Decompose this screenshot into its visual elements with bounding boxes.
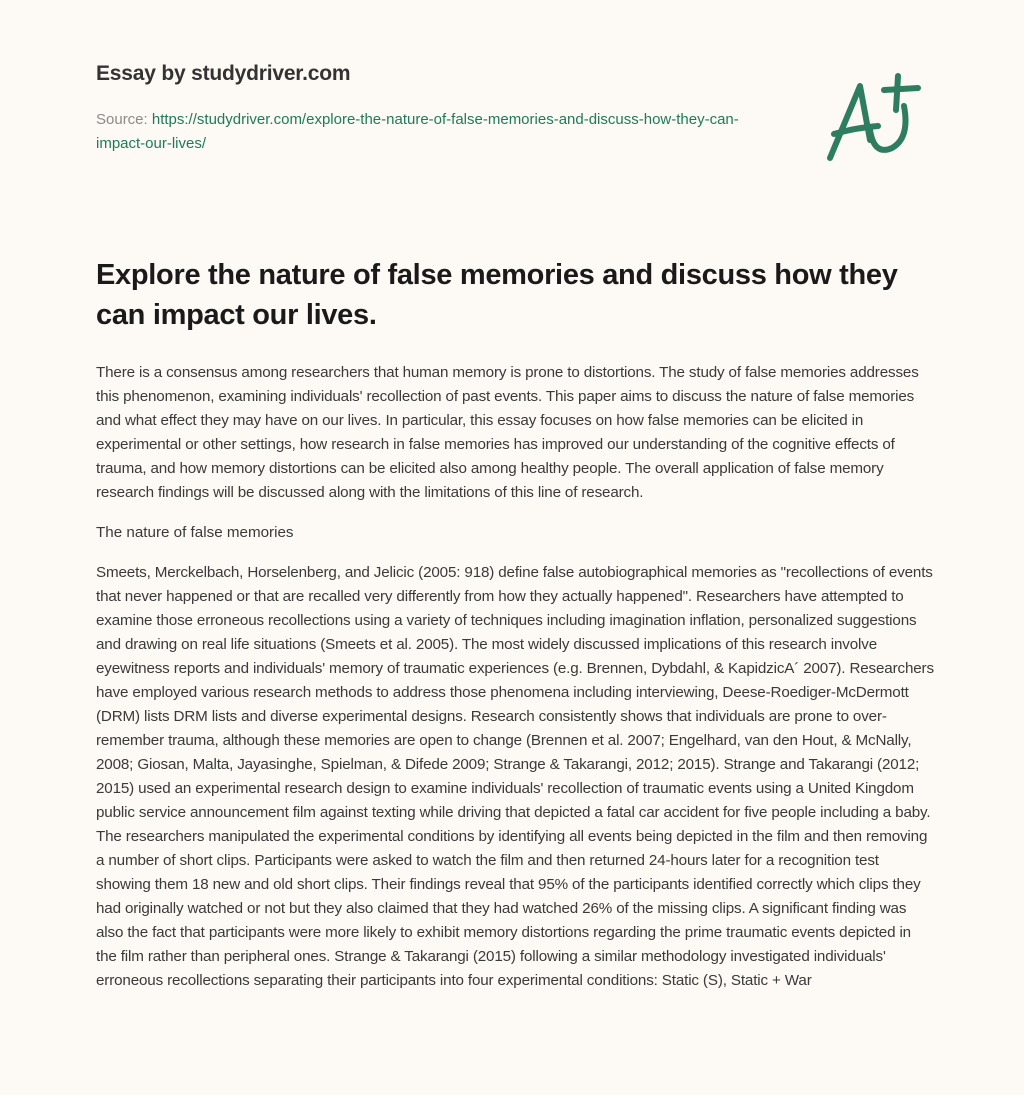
source-line <box>96 108 776 156</box>
site-title: Essay by studydriver.com <box>96 62 351 85</box>
section-heading: The nature of false memories <box>96 524 294 541</box>
essay-title: Explore the nature of false memories and discuss how they can impact our lives. <box>96 259 898 331</box>
essay-content <box>96 255 934 1009</box>
source-link[interactable]: https://studydriver.com/explore-the-nature-of-false-memories-and-discuss-how-they-can-impact-our-lives/ <box>96 111 739 152</box>
page-header <box>96 62 776 156</box>
a-plus-grade-icon <box>822 68 926 164</box>
source-label: Source: <box>96 111 148 128</box>
intro-paragraph: There is a consensus among researchers that human memory is prone to distortions. The study of false memories addresses this phenomenon, examining individuals' recollection of past events. This paper aims to discuss the nature of false memories and what effect they may have on our lives. In particular, this essay focuses on how false memories can be elicited in experimental or other settings, how research in false memories has improved our understanding of the cognitive effects of trauma, and how memory distortions can be elicited also among healthy people. The overall application of false memory research findings will be discussed along with the limitations of this line of research. <box>96 364 919 501</box>
body-paragraph: Smeets, Merckelbach, Horselenberg, and Jelicic (2005: 918) define false autobiographical memories as "recollections of events that never happened or that are recalled very differently from how they actually happened". Researchers have attempted to examine those erroneous recollections using a variety of techniques including imagination inflation, personalized suggestions and drawing on real life situations (Smeets et al. 2005). The most widely discussed implications of this research involve eyewitness reports and individuals' memory of traumatic experiences (e.g. Brennen, Dybdahl, & KapidzicA´ 2007). Researchers have employed various research methods to address those phenomena including interviewing, Deese-Roediger-McDermott (DRM) lists DRM lists and diverse experimental designs. Research consistently shows that individuals are prone to over-remember trauma, although these memories are open to change (Brennen et al. 2007; Engelhard, van den Hout, & McNally, 2008; Giosan, Malta, Jayasinghe, Spielman, & Difede 2009; Strange & Takarangi, 2012; 2015). Strange and Takarangi (2012; 2015) used an experimental research design to examine individuals' recollection of traumatic events using a United Kingdom public service announcement film against texting while driving that depicted a fatal car accident for five people including a baby. The researchers manipulated the experimental conditions by identifying all events being depicted in the film and then removing a number of short clips. Participants were asked to watch the film and then returned 24-hours later for a recognition test showing them 18 new and old short clips. Their findings reveal that 95% of the participants identified correctly which clips they had originally watched or not but they also claimed that they had watched 26% of the missing clips. A significant finding was also the fact that participants were more likely to exhibit memory distortions regarding the prime traumatic events depicted in the film rather than peripheral ones. Strange & Takarangi (2015) following a similar methodology investigated individuals' erroneous recollections separating their participants into four experimental conditions: Static (S), Static + War <box>96 564 934 989</box>
